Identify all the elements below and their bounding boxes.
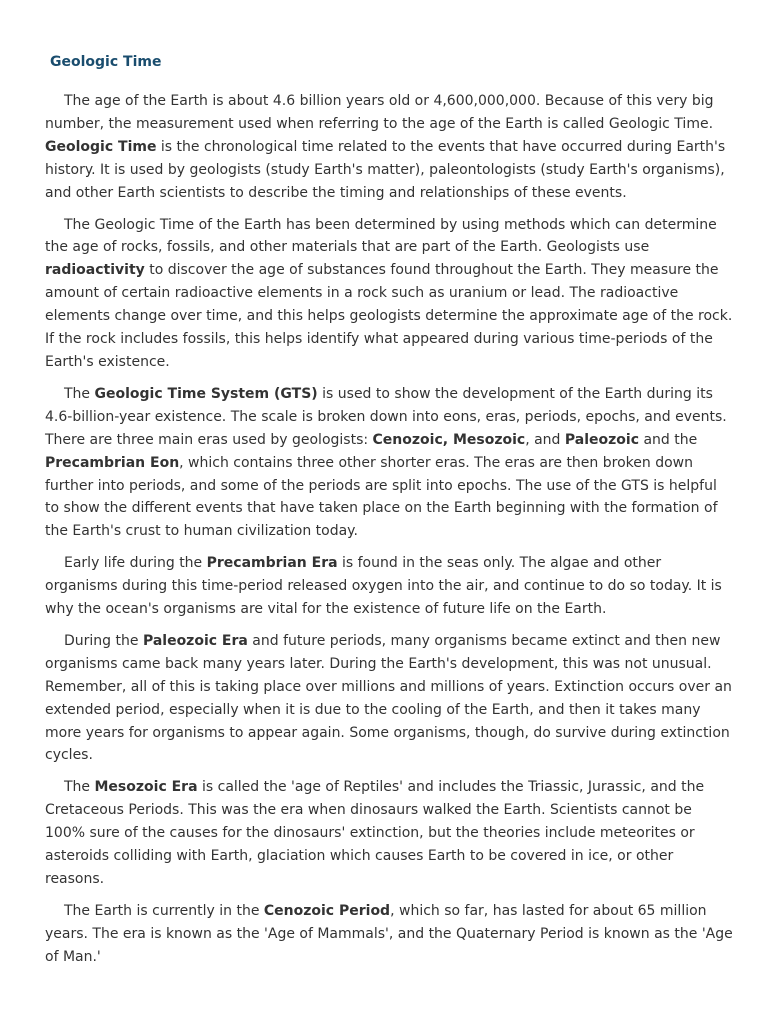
text-run: The Geologic Time of the Earth has been determined by using methods which can determine the age of rocks, fossils, and other materials that are part of the Earth. Geologists use [45, 216, 717, 256]
bold-term: Paleozoic [564, 431, 639, 448]
paragraph-1 [45, 90, 735, 205]
bold-term: Geologic Time System (GTS) [94, 385, 318, 402]
text-run: Early life during the [64, 555, 207, 572]
paragraph-3 [45, 383, 735, 543]
text-run: The age of the Earth is about 4.6 billion years old or 4,600,000,000. Because of this very big number, the measurement used when referring to the age of the Earth is called Geologic Time. [45, 93, 714, 132]
paragraph-7 [45, 900, 735, 969]
text-run: is called the 'age of Reptiles' and includes the Triassic, Jurassic, and the Cretaceous Periods. This was the era when dinosaurs walked the Earth. Scientists cannot be 100% sure of the causes for the dinosaurs' extinction, but the theories include meteorites or asteroids colliding with Earth, glaciation which causes Earth to be covered in ice, or other reasons. [45, 779, 705, 887]
text-run: and the [639, 431, 698, 448]
bold-term: Geologic Time [45, 138, 157, 155]
bold-term: Paleozoic Era [142, 632, 248, 649]
paragraph-4 [45, 552, 735, 621]
bold-term: Cenozoic Period [263, 902, 391, 919]
article-body [45, 90, 735, 978]
text-run: , which so far, has lasted for about 65 million years. The era is known as the 'Age of Mammals', and the Quaternary Period is known as the 'Age of Man.' [45, 902, 733, 965]
text-run: is found in the seas only. The algae and other organisms during this time-period released oxygen into the air, and continue to do so today. It is why the ocean's organisms are vital for the existence of future life on the Earth. [45, 555, 722, 618]
article-title: Geologic Time [50, 54, 162, 70]
text-run: , and [525, 431, 565, 448]
text-run: During the [64, 632, 143, 649]
bold-term: Mesozoic Era [94, 779, 198, 796]
text-run: The Earth is currently in the [64, 902, 264, 919]
text-run: to discover the age of substances found throughout the Earth. They measure the amount of certain radioactive elements in a rock such as uranium or lead. The radioactive elements change over time, and this helps geologists determine the approximate age of the rock. If the rock includes fossils, this helps identify what appeared during various time-periods of the Earth's existence. [45, 262, 733, 370]
bold-term: Cenozoic, Mesozoic [372, 431, 526, 448]
text-run: The [64, 385, 95, 402]
text-run: is the chronological time related to the events that have occurred during Earth's history. It is used by geologists (study Earth's matter), paleontologists (study Earth's organisms), and other Earth scientists to describe the timing and relationships of these events. [45, 138, 726, 201]
text-run: is used to show the development of the Earth during its 4.6-billion-year existence. The scale is broken down into eons, eras, periods, epochs, and events. There are three main eras used by geologists: [45, 385, 727, 448]
text-run: and future periods, many organisms became extinct and then new organisms came back many years later. During the Earth's development, this was not unusual. Remember, all of this is taking place over millions and millions of years. Extinction occurs over an extended period, especially when it is due to the cooling of the Earth, and then it takes many more years for organisms to appear again. Some organisms, though, do survive during extinction cycles. [45, 632, 732, 764]
bold-term: Precambrian Era [206, 555, 338, 572]
paragraph-6 [45, 776, 735, 891]
paragraph-5 [45, 630, 735, 767]
bold-term: radioactivity [45, 262, 145, 279]
bold-term: Precambrian Eon [45, 454, 180, 471]
text-run: The [64, 779, 95, 796]
paragraph-2 [45, 214, 735, 374]
text-run: , which contains three other shorter eras. The eras are then broken down further into periods, and some of the periods are split into epochs. The use of the GTS is helpful to show the different events that have taken place on the Earth beginning with the formation of the Earth's crust to human civilization today. [45, 454, 718, 540]
